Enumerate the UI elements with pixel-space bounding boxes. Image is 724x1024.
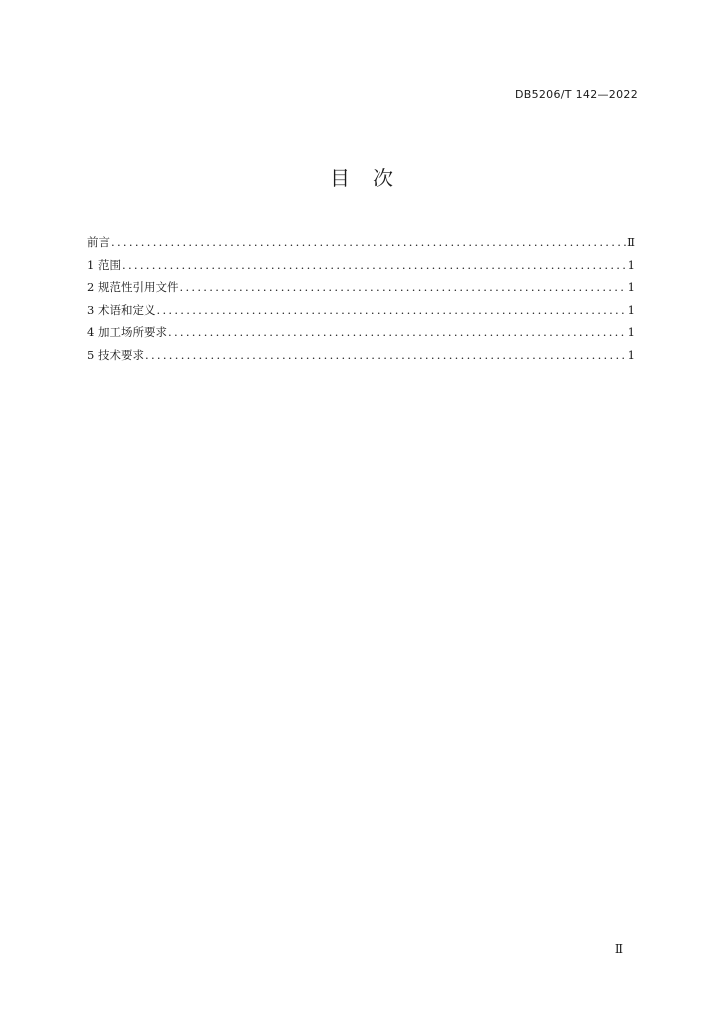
toc-entry-foreword[interactable] (87, 231, 635, 254)
toc-entry-label: 5 技术要求 (87, 347, 144, 362)
table-of-contents (87, 231, 635, 366)
page-title-char-2: 次 (373, 166, 394, 190)
toc-entry-page: Ⅱ (627, 235, 635, 249)
page-title (0, 162, 724, 191)
toc-entry-page: 1 (627, 280, 635, 294)
toc-entry-page: 1 (627, 257, 635, 272)
page-title-char-1: 目 (330, 166, 351, 190)
toc-entry-label: 1 范围 (87, 257, 121, 272)
toc-dot-leader (168, 321, 627, 343)
page-number: Ⅱ (614, 942, 623, 956)
document-code: DB5206/T 142—2022 (514, 88, 638, 101)
toc-entry-label: 前言 (87, 235, 110, 249)
toc-entry-terms-definitions[interactable] (87, 299, 635, 322)
toc-entry-label: 2 规范性引用文件 (87, 280, 179, 294)
toc-dot-leader (179, 276, 626, 298)
toc-entry-label: 3 术语和定义 (87, 302, 156, 317)
toc-dot-leader (145, 344, 627, 366)
toc-dot-leader (111, 231, 626, 253)
toc-entry-page: 1 (627, 302, 635, 317)
toc-dot-leader (156, 299, 626, 321)
toc-entry-page: 1 (627, 325, 635, 339)
toc-dot-leader (122, 254, 627, 276)
toc-entry-technical-requirements[interactable] (87, 344, 635, 367)
toc-entry-normative-references[interactable] (87, 276, 635, 299)
toc-entry-label: 4 加工场所要求 (87, 325, 167, 339)
toc-entry-facility-requirements[interactable] (87, 321, 635, 344)
toc-entry-scope[interactable] (87, 254, 635, 277)
toc-entry-page: 1 (627, 347, 635, 362)
